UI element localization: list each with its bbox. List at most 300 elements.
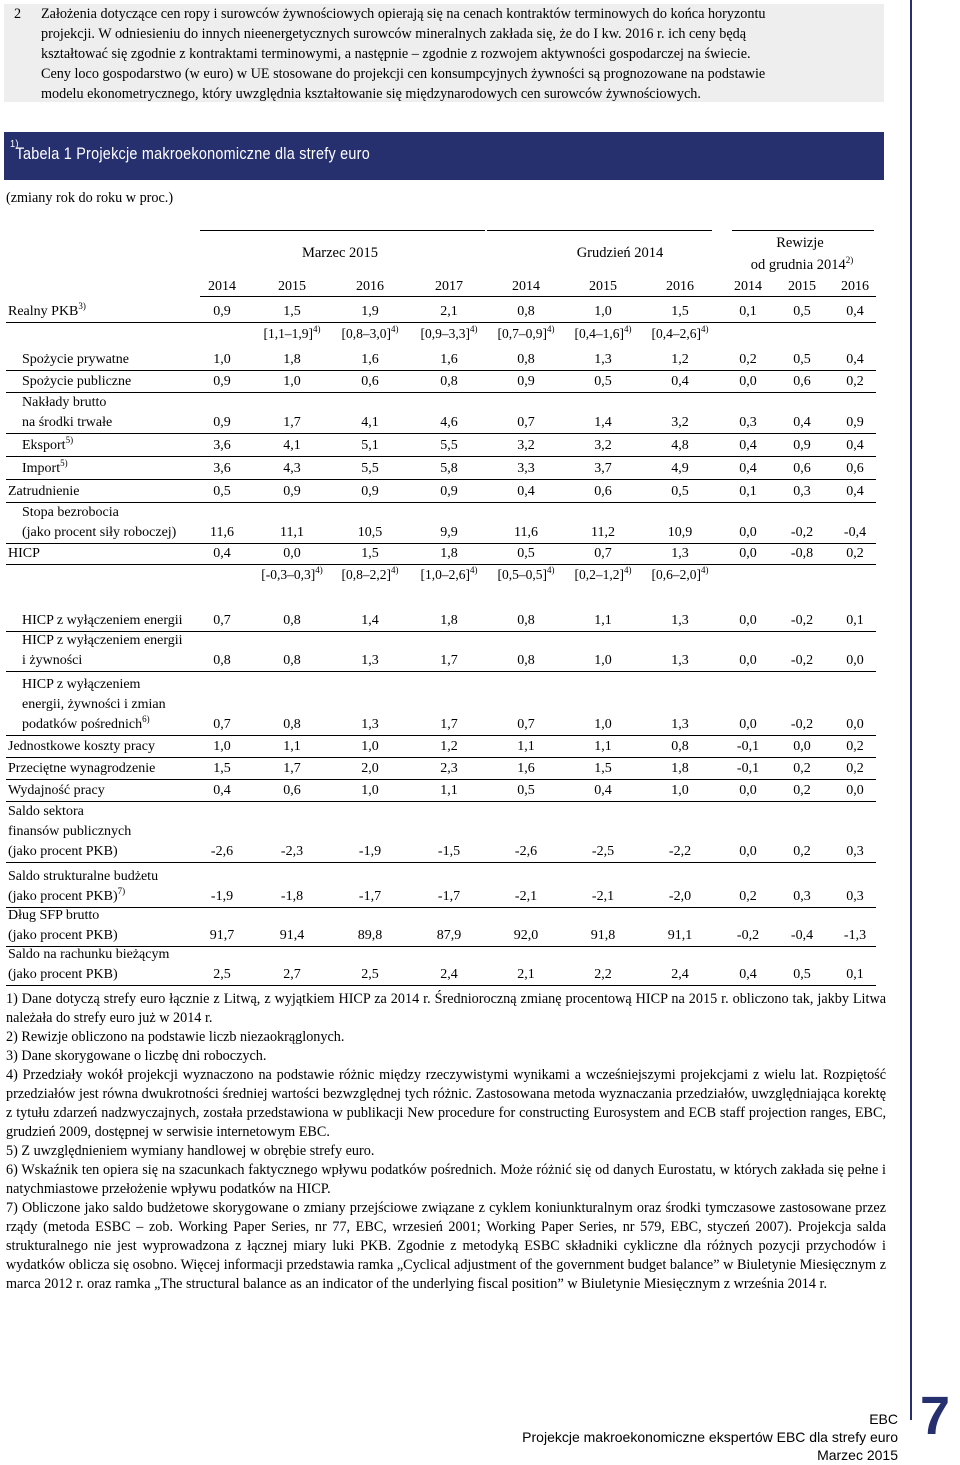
table-cell: 0,8 — [517, 304, 535, 319]
row-label-text: Realny PKB — [8, 304, 79, 319]
table-cell: 2,1 — [517, 967, 535, 982]
table-cell: 0,2 — [846, 739, 864, 754]
table-cell: -0,2 — [790, 525, 814, 540]
table-cell: -0,2 — [790, 613, 814, 628]
table-cell: 11,2 — [591, 525, 615, 540]
table-cell: -1,5 — [437, 844, 461, 859]
range-text: [0,8–3,0] — [341, 326, 391, 341]
footnote-ref: 4) — [547, 565, 555, 575]
table-cell: -2,3 — [280, 844, 304, 859]
row-label-text: Spożycie prywatne — [22, 352, 129, 367]
table-cell: 0,1 — [739, 484, 757, 499]
table-cell: 0,5 — [793, 304, 811, 319]
table-cell: 2,4 — [671, 967, 689, 982]
table-cell: 0,6 — [793, 461, 811, 476]
table-cell: -0,1 — [736, 739, 760, 754]
row-label-line: Nakłady brutto — [22, 395, 107, 410]
table-cell: 1,0 — [594, 653, 612, 668]
table-cell: 0,2 — [793, 783, 811, 798]
range-cell — [325, 325, 415, 343]
table-cell: 10,9 — [667, 525, 693, 540]
footnote-ref: 5) — [60, 458, 68, 468]
table-cell: 0,4 — [517, 484, 535, 499]
table-cell: -1,9 — [210, 889, 234, 904]
table-cell: 0,0 — [739, 783, 757, 798]
table-cell: 1,0 — [671, 783, 689, 798]
table-cell: 0,0 — [739, 546, 757, 561]
table-cell: 0,5 — [793, 352, 811, 367]
table-cell: 0,9 — [213, 415, 231, 430]
footnote-ref: 6) — [142, 714, 150, 724]
row-label — [22, 460, 68, 478]
range-text: [0,4–1,6] — [574, 326, 624, 341]
table-cell: 0,6 — [793, 374, 811, 389]
table-cell: -1,7 — [437, 889, 461, 904]
table-cell: 1,0 — [283, 374, 301, 389]
table-cell: 1,0 — [213, 352, 231, 367]
table-cell: 1,2 — [440, 739, 458, 754]
table-cell: 0,3 — [793, 484, 811, 499]
table-cell: 0,4 — [213, 546, 231, 561]
row-label-line: finansów publicznych — [8, 824, 132, 839]
row-rule — [6, 801, 876, 802]
table-cell: 1,5 — [361, 546, 379, 561]
row-label-text: (jako procent PKB) — [8, 844, 118, 859]
table-cell: 0,2 — [846, 374, 864, 389]
table-cell: -2,6 — [514, 844, 538, 859]
table-cell: 3,2 — [517, 438, 535, 453]
footnote-ref: 4) — [470, 565, 478, 575]
intro-paragraph — [4, 4, 884, 102]
table-cell: 0,1 — [739, 304, 757, 319]
range-cell — [635, 325, 725, 343]
row-label-line: HICP z wyłączeniem — [22, 677, 141, 692]
table-cell: 1,6 — [361, 352, 379, 367]
table-cell: 0,9 — [213, 304, 231, 319]
table-cell: 0,3 — [793, 889, 811, 904]
table-cell: 0,4 — [594, 783, 612, 798]
row-rule — [6, 392, 876, 393]
table-cell: 0,2 — [846, 546, 864, 561]
table-cell: 0,2 — [846, 761, 864, 776]
footnote-ref: 5) — [65, 435, 74, 445]
table-cell: 4,1 — [361, 415, 379, 430]
table-cell: 1,3 — [594, 352, 612, 367]
table-cell: -0,2 — [736, 928, 760, 943]
row-label-line: Dług SFP brutto — [8, 908, 100, 923]
table-cell: 1,8 — [283, 352, 301, 367]
footnote: 4) Przedziały wokół projekcji wyznaczono na podstawie różnic między rzeczywistymi wynikami a wcześniejszymi projekcjami z wielu lat. Rozpiętość przedziałów jest równa dwukrotności średniej wartości bezwzględnej tych różnic. Zastosowana metoda wyznaczania przedziałów, uwzględniająca korektę z tytułu zdarzeń nadzwyczajnych, została przedstawiona w publikacji New procedure for constructing Eurosystem and ECB staff projection ranges, EBC, grudzień 2009, dostępnej w serwisie internetowym EBC. — [6, 1067, 886, 1140]
table-cell: 1,7 — [440, 653, 458, 668]
table-cell: 2,0 — [361, 761, 379, 776]
table-cell: 4,3 — [283, 461, 301, 476]
list-number: 2 — [14, 6, 22, 22]
row-label — [22, 652, 82, 670]
table-cell: 1,5 — [283, 304, 301, 319]
header-rule — [200, 296, 876, 297]
table-cell: 0,8 — [517, 613, 535, 628]
intro-line: projekcji. W odniesieniu do innych nieenergetycznych surowców mineralnych zakłada się, że do I kw. 2016 r. ich ceny będą — [41, 26, 747, 42]
table-cell: 5,1 — [361, 438, 379, 453]
header-rewizje: Rewizje — [776, 235, 824, 251]
row-rule — [6, 502, 876, 503]
footnote: 5) Z uwzględnieniem wymiany handlowej w obrębie strefy euro. — [6, 1143, 375, 1159]
table-cell: 1,1 — [440, 783, 458, 798]
row-rule — [6, 735, 876, 736]
table-cell: 0,3 — [846, 889, 864, 904]
year-header: 2016 — [666, 279, 694, 294]
range-cell — [247, 325, 337, 343]
table-cell: 3,2 — [594, 438, 612, 453]
footer-publication: Projekcje makroekonomiczne ekspertów EBC dla strefy euro — [522, 1429, 898, 1445]
table-cell: 0,4 — [793, 415, 811, 430]
row-label-text: (jako procent siły roboczej) — [22, 525, 177, 540]
table-cell: 1,3 — [671, 653, 689, 668]
table-cell: 0,0 — [739, 717, 757, 732]
table-cell: 2,5 — [361, 967, 379, 982]
header-rewizje-sub: od grudnia 2014$^{2)}$ — [750, 255, 854, 273]
header-rule — [732, 230, 874, 231]
table-cell: 5,5 — [361, 461, 379, 476]
table-cell: 0,8 — [671, 739, 689, 754]
table-cell: 1,3 — [671, 613, 689, 628]
year-header: 2014 — [512, 279, 540, 294]
table-cell: 91,7 — [209, 928, 235, 943]
table-cell: -2,1 — [591, 889, 615, 904]
table-cell: 3,7 — [594, 461, 612, 476]
row-label-text: HICP — [8, 546, 40, 561]
range-text: [1,1–1,9] — [263, 326, 313, 341]
row-label — [8, 966, 118, 984]
table-cell: 4,1 — [283, 438, 301, 453]
intro-line: Założenia dotyczące cen ropy i surowców żywnościowych opierają się na cenach kontraktów terminowych do końca horyzontu — [41, 6, 766, 22]
table-cell: 91,8 — [590, 928, 616, 943]
footnote-ref: 4) — [701, 565, 709, 575]
row-label-text: na środki trwałe — [22, 415, 113, 430]
table-cell: 0,4 — [213, 783, 231, 798]
row-label-line: Saldo strukturalne budżetu — [8, 869, 159, 884]
page-edge-rule — [910, 0, 912, 1420]
row-label-text: Jednostkowe koszty pracy — [8, 739, 155, 754]
table-cell: 0,0 — [283, 546, 301, 561]
row-rule — [6, 757, 876, 758]
row-label — [22, 612, 183, 630]
table-cell: 11,6 — [514, 525, 538, 540]
row-label-text: Przeciętne wynagrodzenie — [8, 761, 156, 776]
table-cell: 0,7 — [517, 415, 535, 430]
table-title-bar — [4, 132, 884, 180]
table-cell: 0,4 — [739, 967, 757, 982]
table-cell: -0,2 — [790, 653, 814, 668]
table-cell: 1,1 — [594, 739, 612, 754]
table-cell: 0,0 — [739, 613, 757, 628]
footnote-ref: 4) — [313, 324, 321, 334]
table-cell: 11,6 — [210, 525, 234, 540]
row-rule — [6, 985, 876, 986]
row-label — [22, 716, 150, 734]
table-cell: -2,1 — [514, 889, 538, 904]
row-rule — [6, 671, 876, 672]
table-cell: 0,0 — [739, 525, 757, 540]
row-label — [8, 927, 118, 945]
table-title: Tabela 1 Projekcje makroekonomiczne dla strefy euro $^{1)}$ — [10, 139, 370, 163]
table-cell: 1,1 — [594, 613, 612, 628]
header-rule — [487, 230, 712, 231]
table-cell: 2,7 — [283, 967, 301, 982]
table-cell: 1,1 — [283, 739, 301, 754]
table-cell: 0,9 — [846, 415, 864, 430]
table-cell: 0,5 — [671, 484, 689, 499]
table-cell: 0,8 — [440, 374, 458, 389]
table-cell: -0,4 — [843, 525, 867, 540]
table-cell: 91,1 — [667, 928, 693, 943]
footnote: 6) Wskaźnik ten opiera się na szacunkach faktycznego wpływu podatków pośrednich. Może różnić się od danych Eurostatu, w których zakłada się pełne i natychmiastowe przełożenie wpływu podatków na HICP. — [6, 1162, 886, 1197]
table-cell: 0,5 — [594, 374, 612, 389]
footnote: 1) Dane dotyczą strefy euro łącznie z Litwą, z wyjątkiem HICP za 2014 r. Średnioroczną zmianę procentową HICP na 2015 r. obliczono tak, jakby Litwa należała do strefy euro już w 2014 r. — [6, 991, 886, 1026]
table-cell: 2,3 — [440, 761, 458, 776]
table-cell: 0,7 — [213, 717, 231, 732]
table-cell: -2,6 — [210, 844, 234, 859]
table-cell: 0,1 — [846, 613, 864, 628]
table-cell: 0,3 — [846, 844, 864, 859]
range-cell — [325, 566, 415, 584]
table-cell: 0,4 — [846, 304, 864, 319]
table-cell: -2,5 — [591, 844, 615, 859]
table-cell: 0,5 — [517, 783, 535, 798]
row-label — [8, 888, 125, 906]
table-cell: 1,9 — [361, 304, 379, 319]
footnote-ref: 4) — [391, 324, 399, 334]
footnote: 2) Rewizje obliczono na podstawie liczb niezaokrąglonych. — [6, 1029, 345, 1045]
table-cell: 1,3 — [361, 653, 379, 668]
year-header: 2017 — [435, 279, 463, 294]
table-cell: 0,5 — [213, 484, 231, 499]
table-cell: 1,4 — [594, 415, 612, 430]
range-text: [0,5–0,5] — [497, 567, 547, 582]
table-cell: 4,8 — [671, 438, 689, 453]
row-label-line: Saldo na rachunku bieżącym — [8, 947, 170, 962]
row-label-text: (jako procent PKB) — [8, 967, 118, 982]
footnote-ref: 4) — [315, 565, 323, 575]
table-cell: 2,1 — [440, 304, 458, 319]
table-cell: 0,8 — [517, 653, 535, 668]
table-cell: 0,4 — [846, 484, 864, 499]
table-cell: 0,8 — [517, 352, 535, 367]
row-label-text: Eksport — [22, 438, 66, 453]
table-cell: 0,0 — [739, 653, 757, 668]
table-cell: -1,3 — [843, 928, 867, 943]
table-cell: 0,0 — [846, 653, 864, 668]
table-cell: 0,5 — [517, 546, 535, 561]
table-cell: 0,2 — [793, 761, 811, 776]
table-cell: 2,4 — [440, 967, 458, 982]
row-rule — [6, 779, 876, 780]
table-cell: 1,0 — [213, 739, 231, 754]
row-label-line: HICP z wyłączeniem energii — [22, 633, 183, 648]
range-text: [0,7–0,9] — [497, 326, 547, 341]
table-cell: 9,9 — [440, 525, 458, 540]
table-cell: -2,0 — [668, 889, 692, 904]
footnote: 3) Dane skorygowane o liczbę dni roboczych. — [6, 1048, 267, 1064]
table-cell: 4,6 — [440, 415, 458, 430]
range-text: [1,0–2,6] — [420, 567, 470, 582]
row-rule — [6, 370, 876, 371]
table-cell: -1,9 — [358, 844, 382, 859]
range-text: [0,4–2,6] — [651, 326, 701, 341]
table-cell: 3,6 — [213, 461, 231, 476]
table-cell: 1,8 — [440, 613, 458, 628]
row-label — [22, 351, 129, 369]
table-cell: 0,5 — [793, 967, 811, 982]
table-cell: 4,9 — [671, 461, 689, 476]
footnote: 7) Obliczone jako saldo budżetowe skorygowane o zmiany przejściowe związane z cyklem koniunkturalnym oraz środki tymczasowe zastosowane przez rządy (metoda ESBC – zob. Working Paper Series, nr 77, EBC, wrzesień 2001; Working Paper Series, nr 579, EBC, styczeń 2007). Projekcja salda strukturalnego nie jest wyprowadzona z łącznej miary luki PKB. Zgodnie z metodyką ESBC składniki cykliczne dla różnych pozycji przychodów i wydatków oblicza się osobno. Więcej informacji przedstawia ramka „Cyclical adjustment of the government budget balance” w Biuletynie Miesięcznym z marca 2012 r. oraz ramka „The structural balance as an indicator of the underlying fiscal position” w Biuletynie Miesięcznym z września 2014 r. — [6, 1200, 886, 1292]
row-label-text: Import — [22, 461, 61, 476]
footer-date: Marzec 2015 — [817, 1447, 898, 1463]
footnote-ref: 4) — [624, 565, 632, 575]
row-rule — [6, 862, 876, 863]
table-cell: -0,8 — [790, 546, 814, 561]
table-cell: 0,6 — [283, 783, 301, 798]
row-label — [8, 738, 155, 756]
table-cell: 0,8 — [283, 653, 301, 668]
row-label-line: energii, żywności i zmian — [22, 697, 166, 712]
table-cell: 0,0 — [846, 717, 864, 732]
table-units: (zmiany rok do roku w proc.) — [6, 190, 174, 206]
table-cell: 5,5 — [440, 438, 458, 453]
table-cell: 1,6 — [517, 761, 535, 776]
table-cell: 0,0 — [739, 844, 757, 859]
footer-org: EBC — [869, 1411, 898, 1427]
table-cell: 0,7 — [594, 546, 612, 561]
range-cell — [247, 566, 337, 584]
row-label — [22, 437, 73, 455]
row-label-text: i żywności — [22, 653, 83, 668]
table-cell: 1,5 — [671, 304, 689, 319]
table-cell: 11,1 — [280, 525, 304, 540]
row-label — [8, 303, 86, 321]
table-cell: -1,8 — [280, 889, 304, 904]
footnote-ref: 4) — [547, 324, 555, 334]
table-cell: 1,6 — [440, 352, 458, 367]
year-header: 2015 — [589, 279, 617, 294]
table-cell: 3,3 — [517, 461, 535, 476]
table-cell: 1,8 — [671, 761, 689, 776]
table-cell: 3,2 — [671, 415, 689, 430]
table-cell: 0,4 — [671, 374, 689, 389]
row-label-text: Spożycie publiczne — [22, 374, 132, 389]
table-cell: 1,7 — [440, 717, 458, 732]
year-header: 2016 — [356, 279, 384, 294]
table-cell: 0,6 — [846, 461, 864, 476]
year-header: 2015 — [278, 279, 306, 294]
table-cell: -0,2 — [790, 717, 814, 732]
row-label — [8, 782, 105, 800]
row-label-text: (jako procent PKB) — [8, 889, 118, 904]
table-cell: 0,6 — [361, 374, 379, 389]
table-cell: 2,2 — [594, 967, 612, 982]
row-rule — [6, 907, 876, 908]
table-cell: 1,7 — [283, 415, 301, 430]
table-cell: -0,1 — [736, 761, 760, 776]
table-cell: 0,8 — [283, 717, 301, 732]
row-rule — [6, 433, 876, 434]
row-label — [8, 843, 118, 861]
table-cell: 0,1 — [846, 967, 864, 982]
row-label — [8, 760, 155, 778]
table-cell: 1,2 — [671, 352, 689, 367]
table-cell: -2,2 — [668, 844, 692, 859]
table-cell: 0,0 — [739, 374, 757, 389]
row-rule — [6, 564, 876, 565]
intro-line: modelu ekonometrycznego, który uwzględnia kształtowanie się międzynarodowych cen surowców żywnościowych. — [41, 86, 701, 102]
table-cell: 1,1 — [517, 739, 535, 754]
table-cell: 0,8 — [213, 653, 231, 668]
table-cell: 0,9 — [213, 374, 231, 389]
footnotes — [6, 990, 886, 1294]
row-rule — [6, 479, 876, 480]
row-label-text: (jako procent PKB) — [8, 928, 118, 943]
range-text: [0,2–1,2] — [574, 567, 624, 582]
table-cell: 0,4 — [846, 352, 864, 367]
table-cell: 0,9 — [517, 374, 535, 389]
table-cell: 1,3 — [671, 717, 689, 732]
header-marzec-2015: Marzec 2015 — [301, 245, 379, 261]
table-cell: 0,4 — [739, 438, 757, 453]
footnote-ref: 4) — [701, 324, 709, 334]
row-label — [22, 373, 131, 391]
table-cell: 0,2 — [739, 889, 757, 904]
table-cell: 0,6 — [594, 484, 612, 499]
table-cell: 0,9 — [440, 484, 458, 499]
table-cell: 1,0 — [361, 783, 379, 798]
year-header: 2014 — [208, 279, 236, 294]
table-cell: 0,2 — [793, 844, 811, 859]
table-cell: 0,9 — [283, 484, 301, 499]
row-label-line: Stopa bezrobocia — [22, 505, 119, 520]
table-cell: 0,4 — [846, 438, 864, 453]
header-rule — [200, 230, 485, 231]
table-cell: 3,6 — [213, 438, 231, 453]
table-cell: 1,8 — [440, 546, 458, 561]
table-cell: 0,8 — [283, 613, 301, 628]
row-label-text: Wydajność pracy — [8, 783, 105, 798]
range-text: [-0,3–0,3] — [261, 567, 316, 582]
range-text: [0,8–2,2] — [341, 567, 391, 582]
row-rule — [6, 543, 876, 544]
row-label — [8, 483, 80, 501]
table-cell: 92,0 — [513, 928, 539, 943]
row-label — [22, 524, 176, 542]
range-cell — [635, 566, 725, 584]
table-cell: 0,4 — [739, 461, 757, 476]
table-cell: 0,2 — [739, 352, 757, 367]
row-rule — [6, 456, 876, 457]
table-cell: 1,5 — [594, 761, 612, 776]
row-rule — [6, 322, 876, 323]
footnote-ref: 4) — [624, 324, 632, 334]
row-label — [8, 545, 40, 563]
intro-line: Ceny loco gospodarstwo (w euro) w UE stosowane do projekcji cen konsumpcyjnych żywności są prognozowane na podstawie — [41, 66, 766, 82]
table-cell: 5,8 — [440, 461, 458, 476]
page-number: 7 — [920, 1386, 951, 1446]
table-cell: -0,4 — [790, 928, 814, 943]
table-cell: 89,8 — [357, 928, 383, 943]
year-header: 2015 — [788, 279, 816, 294]
footnote-ref: 3) — [78, 301, 86, 311]
table-cell: 1,0 — [594, 304, 612, 319]
header-grudzien-2014: Grudzień 2014 — [576, 245, 664, 261]
table-cell: 0,0 — [793, 739, 811, 754]
